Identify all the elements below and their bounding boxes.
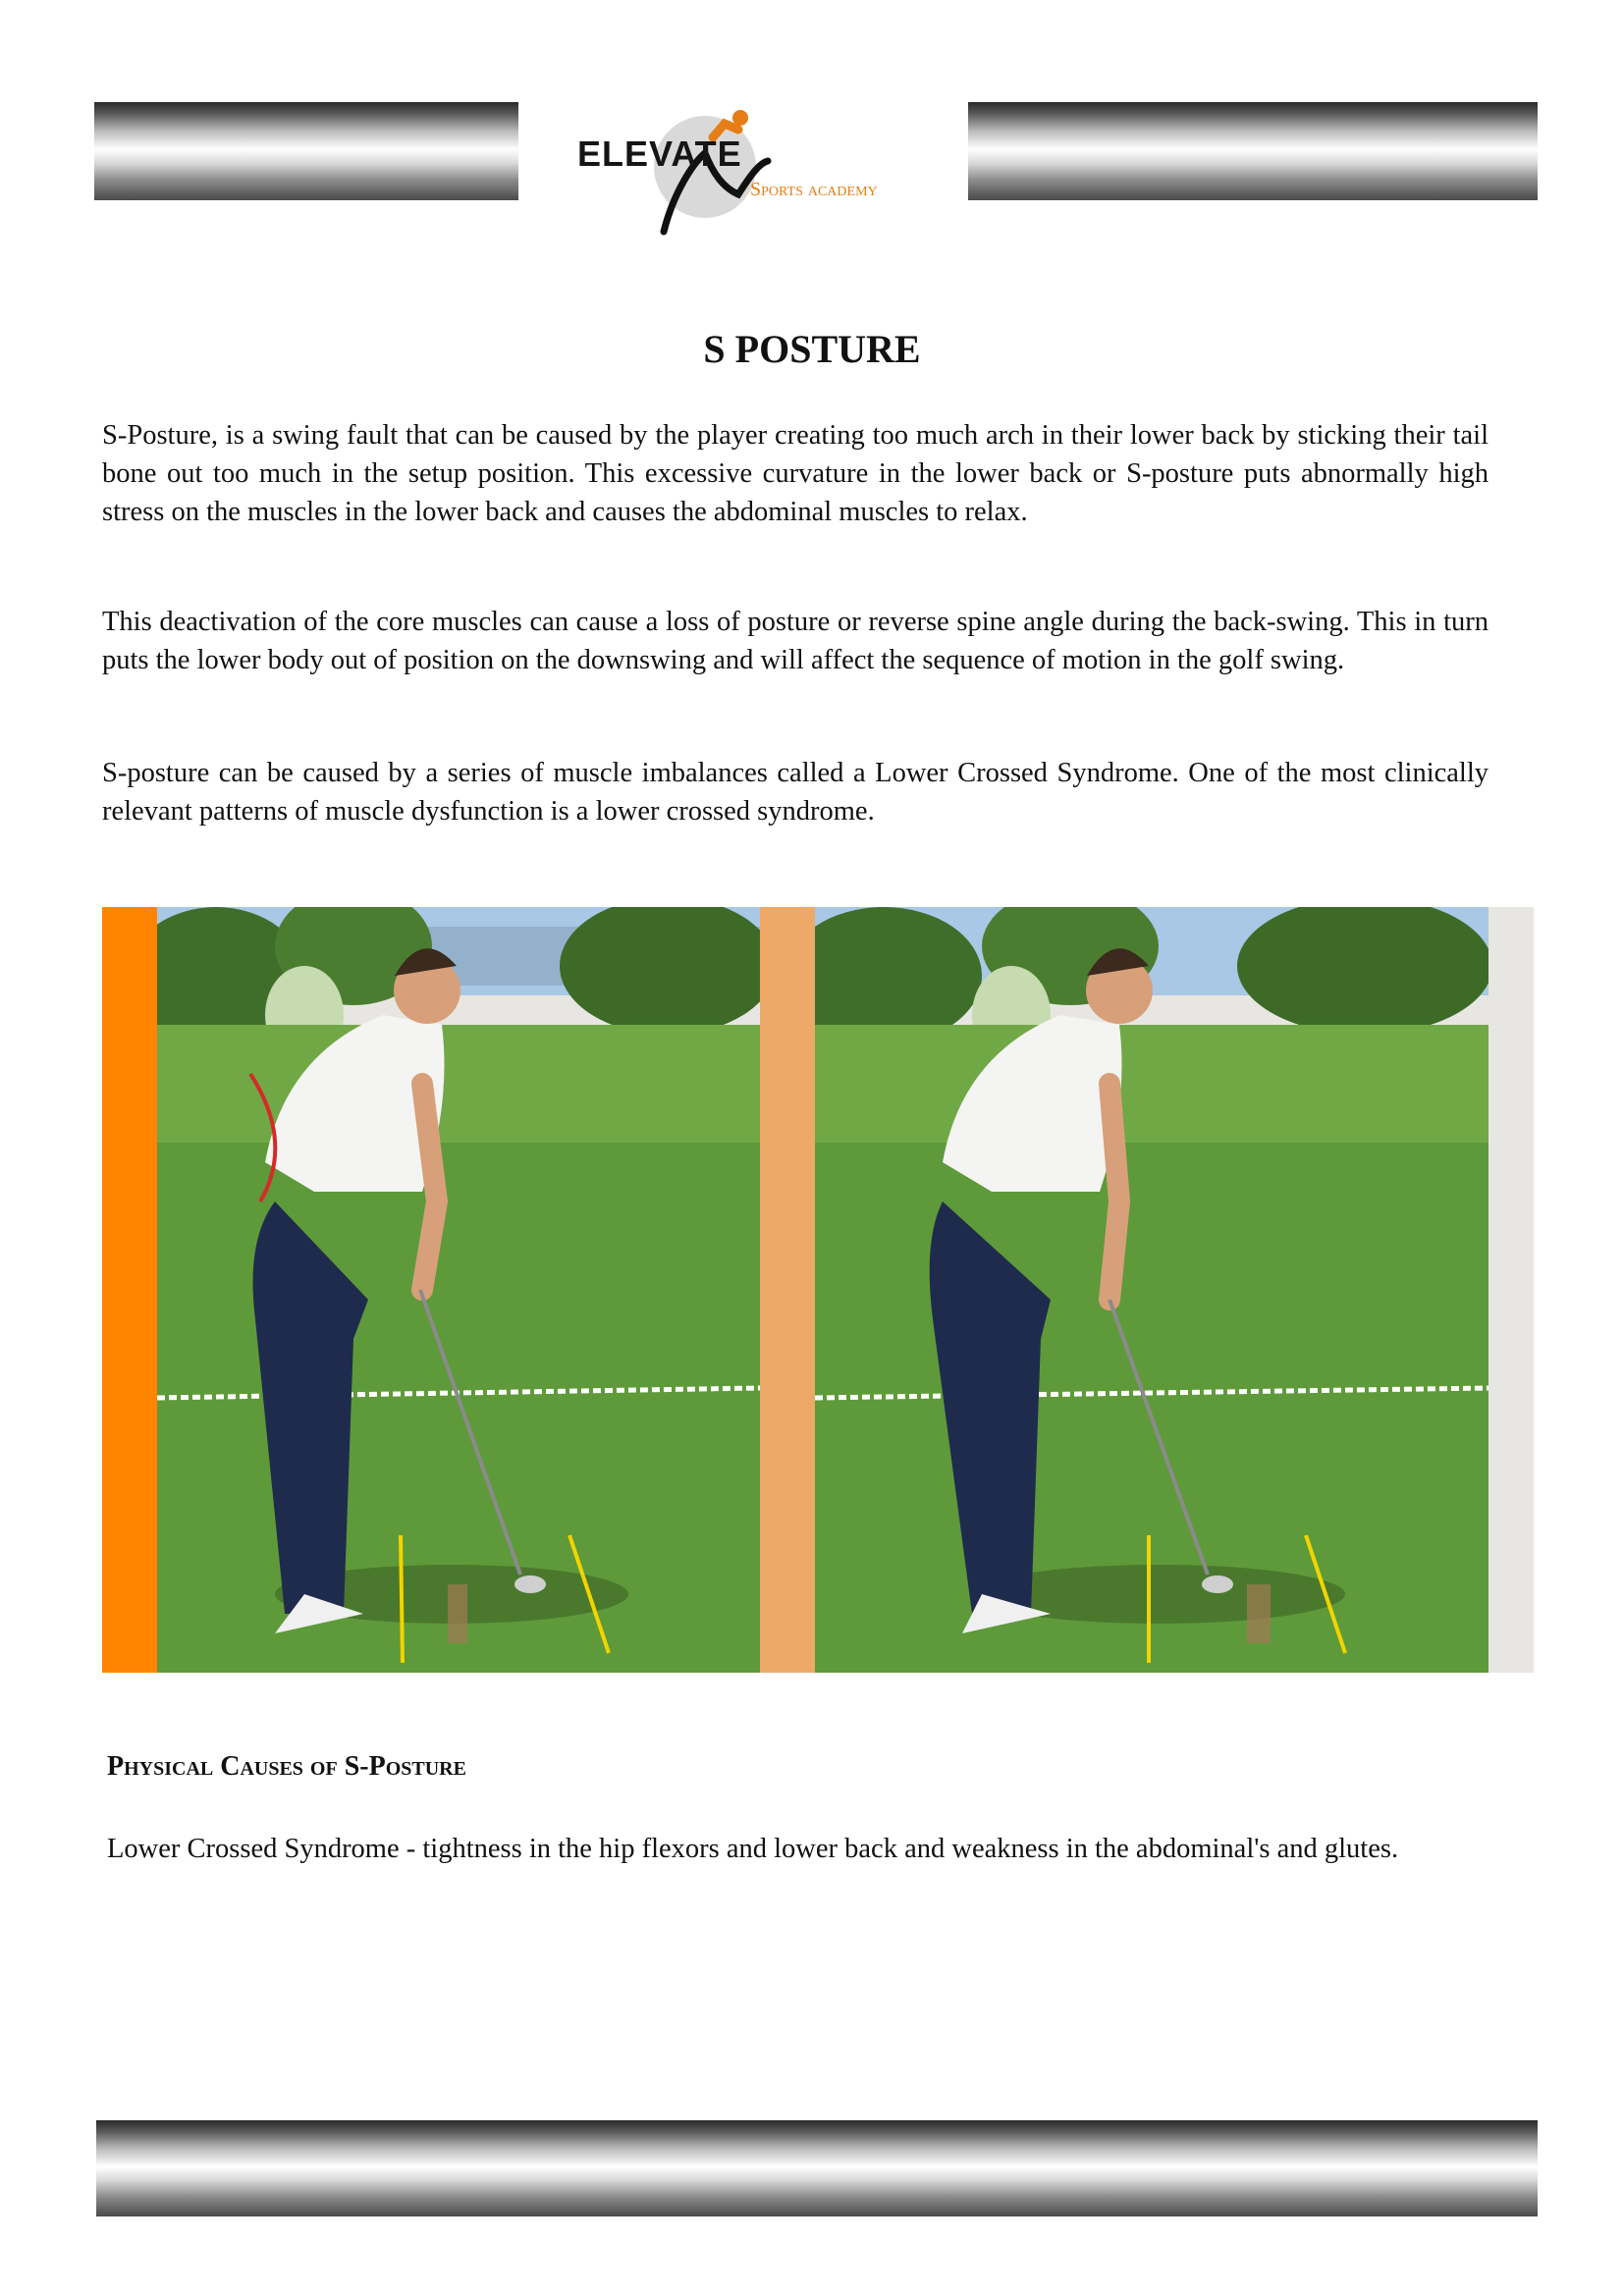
section-heading: Physical Causes of S-Posture — [107, 1751, 466, 1782]
s-posture-photo — [157, 907, 760, 1673]
page-title: S POSTURE — [703, 327, 921, 371]
syndrome-paragraph: S-posture can be caused by a series of muscle imbalances called a Lower Crossed Syndrome. One of the most clinically relevant patterns of muscle dysfunction is a lower crossed syndrome. — [102, 758, 1489, 827]
footer-bar — [96, 2120, 1538, 2216]
light-orange-stripe — [760, 907, 815, 1673]
section-paragraph: Lower Crossed Syndrome - tightness in the hip flexors and lower back and weakness in the abdominal's and glutes. — [107, 1834, 1399, 1864]
intro-paragraph: S-Posture, is a swing fault that can be caused by the player creating too much arch in their lower back by sticking their tail bone out too much in the setup position. This excessive curvature in the lower back or S-posture puts abnormally high stress on the muscles in the lower back and causes the abdominal muscles to relax. — [102, 420, 1489, 527]
logo-tagline: Sports academy — [750, 179, 878, 200]
header-bar-right — [968, 102, 1538, 200]
logo-wordmark: ELEVATE — [577, 133, 742, 174]
comparison-photo-panel — [102, 907, 1534, 1673]
orange-stripe — [102, 907, 157, 1673]
header-bar-left — [94, 102, 518, 200]
core-muscles-paragraph: This deactivation of the core muscles can cause a loss of posture or reverse spine angle during the back-swing. This in turn puts the lower body out of position on the downswing and will affect the sequence of motion in the golf swing. — [102, 607, 1489, 675]
elevate-logo — [575, 102, 919, 240]
neutral-posture-photo — [815, 907, 1489, 1673]
